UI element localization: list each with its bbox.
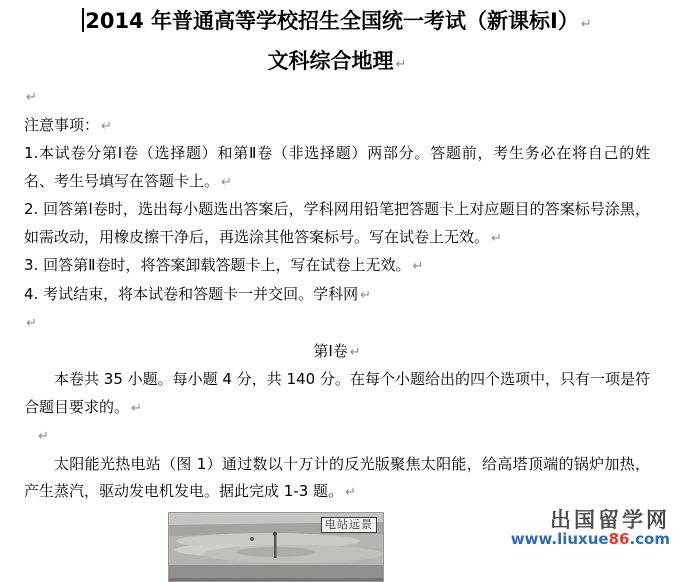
figure-power-station-photo xyxy=(168,512,384,582)
notice-item-3-text: 3. 回答第Ⅱ卷时，将答案卸载答题卡上，写在试卷上无效。 xyxy=(24,256,411,274)
paragraph-mark-icon: ↵ xyxy=(101,118,112,134)
notice-heading: 注意事项： xyxy=(24,115,100,134)
paragraph-mark-icon: ↵ xyxy=(580,17,592,32)
paragraph-mark-icon: ↵ xyxy=(345,485,356,500)
watermark-site-name: 出国留学网 xyxy=(550,508,670,532)
photo-caption-badge: 电站远景 xyxy=(321,517,377,533)
paragraph-mark-icon: ↵ xyxy=(349,344,361,360)
watermark-url-86: 86 xyxy=(608,530,630,548)
notice-item-4-text: 4. 考试结束，将本试卷和答题卡一并交回。学科网 xyxy=(24,284,359,303)
exam-title-line1: 2014 年普通高等学校招生全国统一考试（新课标Ⅰ） xyxy=(85,9,579,33)
empty-paragraph xyxy=(24,422,650,451)
paragraph-mark-icon: ↵ xyxy=(26,90,37,105)
text-cursor xyxy=(82,8,84,32)
paragraph-mark-icon: ↵ xyxy=(360,287,371,303)
watermark-url-prefix: www.liuxue xyxy=(510,530,609,548)
question-intro-wrap xyxy=(24,451,650,507)
exam-title-line1-wrap xyxy=(24,3,650,43)
exam-title-line2-wrap xyxy=(24,43,650,83)
notice-item-1-text: 1.本试卷分第Ⅰ卷（选择题）和第Ⅱ卷（非选择题）两部分。答题前，考生务必在将自己的姓名、考生号填写在答题卡上。 xyxy=(24,144,650,190)
section-intro: 本卷共 35 小题。每小题 4 分，共 140 分。在每个小题给出的四个选项中，只有一项是符合题目要求的。 xyxy=(24,370,650,416)
paragraph-mark-icon: ↵ xyxy=(131,400,142,416)
notice-item-1 xyxy=(24,140,650,196)
paragraph-mark-icon: ↵ xyxy=(491,230,502,246)
paragraph-mark-icon: ↵ xyxy=(38,429,49,444)
section-heading: 第Ⅰ卷 xyxy=(313,341,348,360)
notice-heading-wrap xyxy=(24,112,650,141)
watermark-site-url xyxy=(511,532,670,547)
empty-paragraph xyxy=(24,83,650,112)
section-intro-wrap xyxy=(24,366,650,422)
notice-item-2 xyxy=(24,196,650,252)
paragraph-mark-icon: ↵ xyxy=(395,57,407,72)
empty-paragraph xyxy=(24,309,650,338)
notice-item-2-text: 2. 回答第Ⅰ卷时，选出每小题选出答案后，学科网用铅笔把答题卡上对应题目的答案标号涂黑，如需改动，用橡皮擦干净后，再选涂其他答案标号。写在试卷上无效。 xyxy=(24,200,650,246)
paragraph-mark-icon: ↵ xyxy=(26,316,37,331)
section-heading-wrap xyxy=(24,338,650,367)
notice-item-3 xyxy=(24,252,650,281)
site-watermark xyxy=(511,510,670,547)
paragraph-mark-icon: ↵ xyxy=(221,174,232,190)
watermark-url-suffix: .com xyxy=(629,530,670,548)
paragraph-mark-icon: ↵ xyxy=(412,259,424,274)
notice-item-4 xyxy=(24,281,650,310)
question-intro: 太阳能光热电站（图 1）通过数以十万计的反光版聚焦太阳能，给高塔顶端的锅炉加热，产生蒸汽，驱动发电机发电。据此完成 1-3 题。 xyxy=(24,454,650,500)
exam-title-line2: 文科综合地理 xyxy=(267,49,394,73)
